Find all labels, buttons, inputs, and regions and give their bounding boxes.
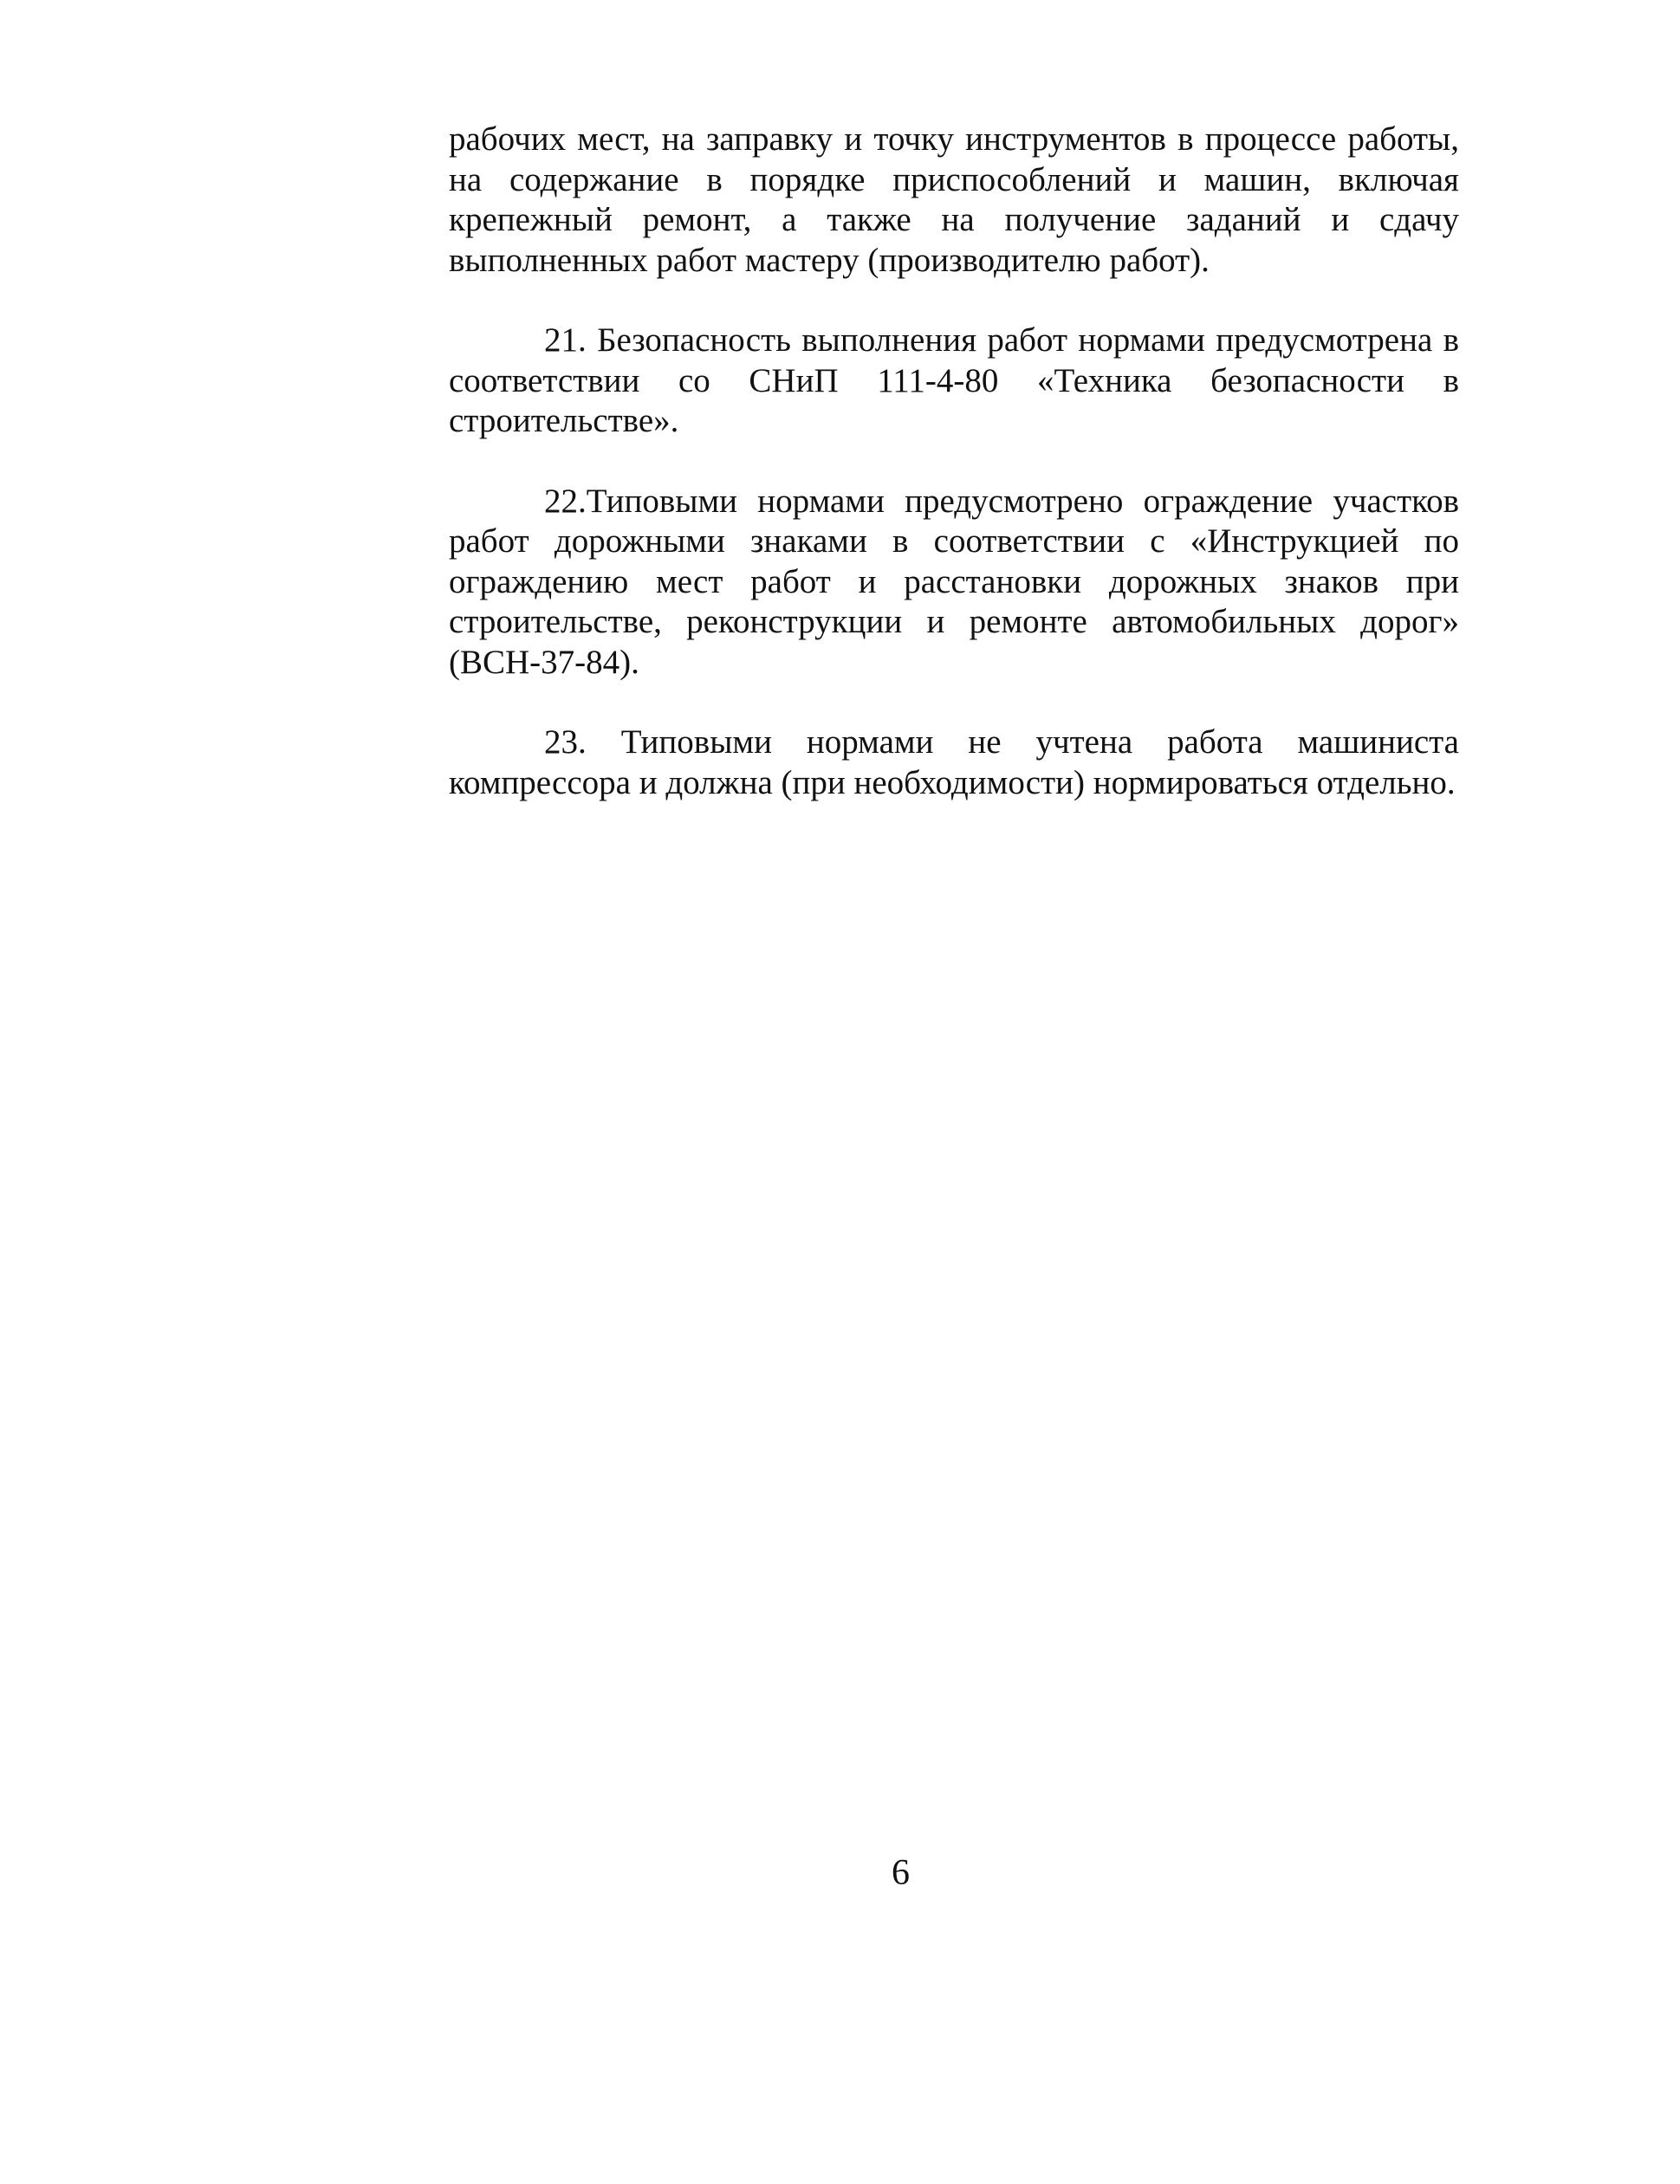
paragraph-item-23: 23. Типовыми нормами не учтена работа машиниста компрессора и должна (при необходимости) нормироваться отдельно. — [449, 723, 1459, 801]
paragraph-item-22: 22.Типовыми нормами предусмотрено ограждение участков работ дорожными знаками в соответствии с «Инструкцией по ограждению мест работ и расстановки дорожных знаков при строительстве, реконструкции и ремонте автомобильных дорог» (ВСН-37-84). — [449, 482, 1459, 681]
paragraph-gap — [449, 281, 1459, 321]
page-number: 6 — [892, 1853, 910, 1893]
paragraph-item-21: 21. Безопасность выполнения работ нормами предусмотрена в соответствии со СНиП 111-4-80 «Техника безопасности в строительстве». — [449, 321, 1459, 439]
paragraph-gap — [449, 683, 1459, 723]
body-text — [449, 120, 1459, 803]
paragraph-continuation: рабочих мест, на заправку и точку инструментов в процессе работы, на содержание в порядке приспособлений и машин, включая крепежный ремонт, а также на получение заданий и сдачу выполненных работ мастеру (производителю работ). — [449, 120, 1459, 279]
paragraph-gap — [449, 442, 1459, 482]
